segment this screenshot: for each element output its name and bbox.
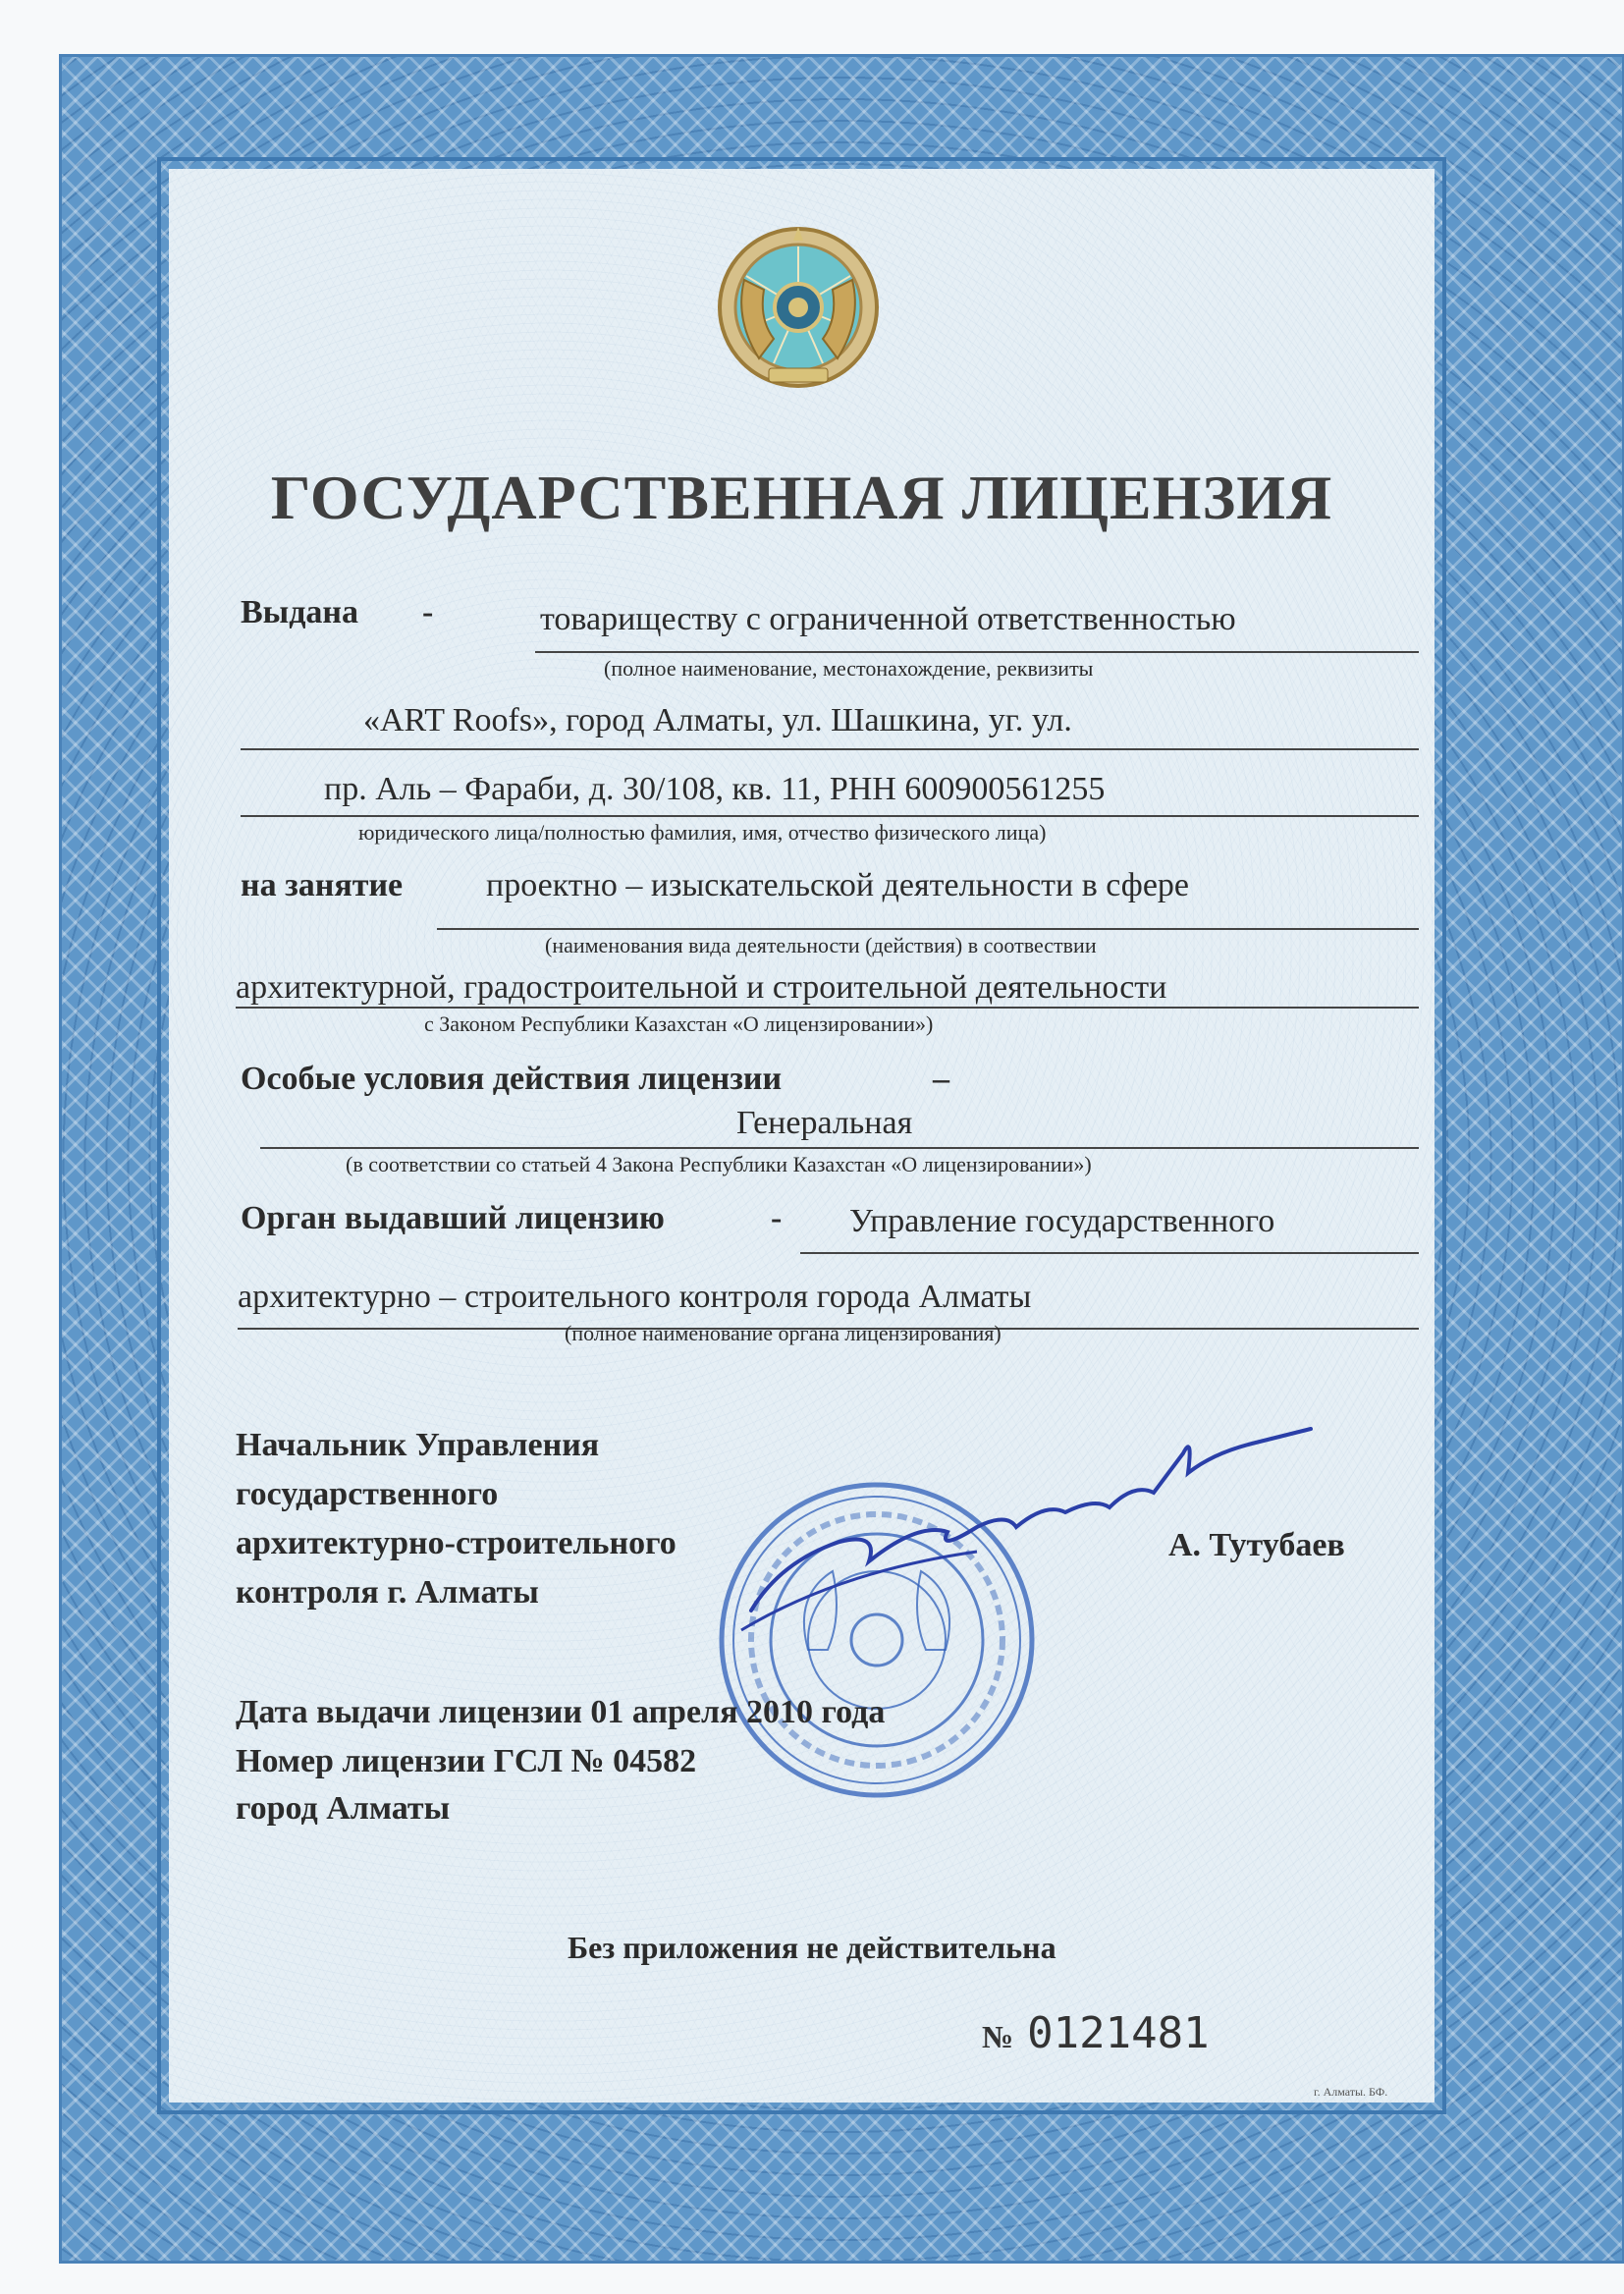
issuer-label: Орган выдавший лицензию: [241, 1200, 665, 1236]
issue-city-line: город Алматы: [236, 1790, 451, 1827]
issue-date-line: Дата выдачи лицензии 01 апреля 2010 года: [236, 1694, 886, 1730]
activity-label: на занятие: [241, 867, 404, 903]
issued-value-line3: пр. Аль – Фараби, д. 30/108, кв. 11, РНН 600900561255: [324, 771, 1106, 807]
handwritten-signature: [722, 1414, 1321, 1669]
conditions-label: Особые условия действия лицензии: [241, 1061, 783, 1097]
document-title: ГОСУДАРСТВЕННАЯ ЛИЦЕНЗИЯ: [270, 463, 1333, 532]
signatory-name: А. Тутубаев: [1168, 1527, 1345, 1563]
printer-mark: г. Алматы. БФ.: [1314, 2085, 1388, 2099]
validity-note: Без приложения не действительна: [568, 1930, 1056, 1965]
issued-caption1: (полное наименование, местонахождение, реквизиты: [604, 656, 1094, 681]
issued-value-line1: товариществу с ограниченной ответственностью: [540, 601, 1236, 637]
underline: [260, 1147, 1419, 1149]
license-number-line: Номер лицензии ГСЛ № 04582: [236, 1743, 697, 1779]
signatory-title-line2: государственного: [236, 1476, 499, 1512]
conditions-caption: (в соответствии со статьей 4 Закона Республики Казахстан «О лицензировании»): [346, 1152, 1092, 1176]
issued-dash: -: [422, 594, 434, 630]
activity-value-line1: проектно – изыскательской деятельности в сфере: [486, 867, 1190, 903]
issuer-value-line1: Управление государственного: [849, 1203, 1275, 1239]
serial-prefix: №: [982, 2019, 1014, 2054]
underline: [535, 651, 1419, 653]
underline: [241, 815, 1419, 817]
underline: [241, 748, 1419, 750]
activity-caption2: с Законом Республики Казахстан «О лицензировании»): [424, 1011, 934, 1036]
issued-label: Выдана: [241, 594, 359, 630]
issuer-caption: (полное наименование органа лицензирования): [565, 1321, 1001, 1345]
signatory-title-line3: архитектурно-строительного: [236, 1525, 677, 1561]
issuer-value-line2: архитектурно – строительного контроля города Алматы: [238, 1279, 1032, 1315]
conditions-value: Генеральная: [736, 1105, 913, 1141]
serial-number: [982, 2008, 1210, 2058]
activity-caption1: (наименования вида деятельности (действия) в соотвествии: [545, 933, 1097, 957]
signatory-title-line4: контроля г. Алматы: [236, 1574, 539, 1611]
activity-value-line2: архитектурной, градостроительной и строительной деятельности: [236, 969, 1167, 1006]
signatory-title-line1: Начальник Управления: [236, 1427, 600, 1463]
issued-caption2: юридического лица/полностью фамилия, имя, отчество физического лица): [358, 820, 1047, 845]
underline: [437, 928, 1419, 930]
underline: [800, 1252, 1419, 1254]
conditions-dash: –: [933, 1061, 949, 1097]
underline: [236, 1007, 1419, 1009]
serial-value: 0121481: [1027, 2008, 1210, 2058]
state-emblem-icon: [715, 221, 882, 403]
issuer-dash: -: [771, 1200, 783, 1236]
issued-value-line2: «ART Roofs», город Алматы, ул. Шашкина, уг. ул.: [363, 702, 1072, 738]
